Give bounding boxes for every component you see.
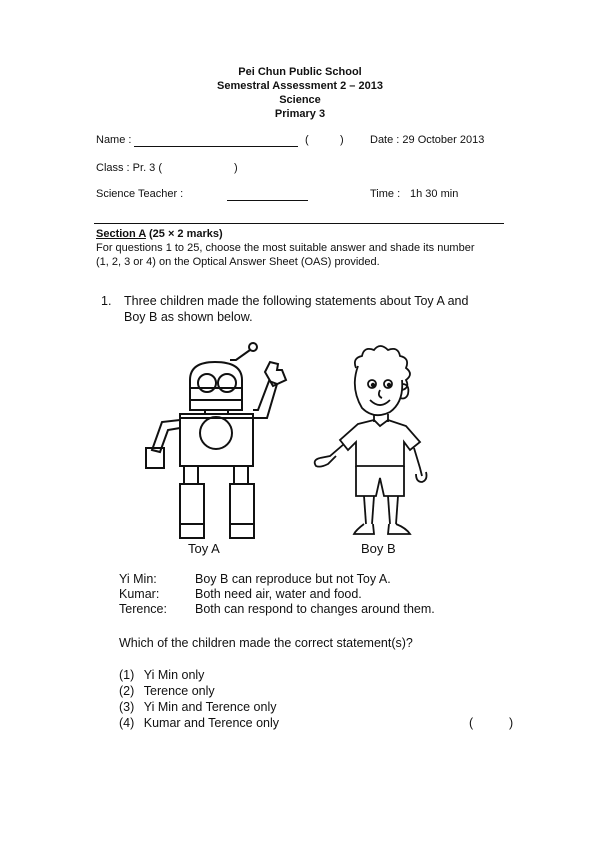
- date-text: Date : 29 October 2013: [370, 134, 485, 146]
- teacher-line[interactable]: [227, 200, 308, 201]
- option-number: (1): [119, 668, 135, 682]
- caption-toy-a: Toy A: [188, 541, 220, 556]
- statement-speaker-3: Terence:: [119, 602, 167, 616]
- time-label: Time :: [370, 188, 401, 200]
- name-label: Name :: [96, 134, 132, 146]
- toy-a-robot-illustration: [130, 338, 310, 548]
- teacher-label: Science Teacher :: [96, 188, 184, 200]
- statement-text-2: Both need air, water and food.: [195, 587, 362, 601]
- statement-text-3: Both can respond to changes around them.: [195, 602, 435, 616]
- answer-paren-close: ): [509, 716, 514, 730]
- option-4[interactable]: [119, 716, 279, 730]
- question-number: 1.: [101, 294, 112, 308]
- option-3[interactable]: [119, 700, 276, 714]
- index-paren-open: (: [305, 134, 309, 146]
- statement-speaker-1: Yi Min:: [119, 572, 157, 586]
- option-number: (2): [119, 684, 135, 698]
- level-title: Primary 3: [274, 108, 326, 120]
- answer-paren-open: (: [469, 716, 474, 730]
- class-paren-close: ): [234, 162, 238, 174]
- option-number: (4): [119, 716, 135, 730]
- option-text: Terence only: [143, 684, 215, 698]
- instruction-line2: (1, 2, 3 or 4) on the Optical Answer Sheet (OAS) provided.: [96, 256, 380, 268]
- boy-b-illustration: [310, 338, 440, 543]
- divider-line: [94, 223, 504, 224]
- section-heading: [96, 228, 223, 240]
- name-line[interactable]: [134, 146, 298, 147]
- option-text: Yi Min and Terence only: [143, 700, 277, 714]
- option-text: Kumar and Terence only: [143, 716, 280, 730]
- option-number: (3): [119, 700, 135, 714]
- option-1[interactable]: [119, 668, 204, 682]
- option-2[interactable]: [119, 684, 215, 698]
- statement-text-1: Boy B can reproduce but not Toy A.: [195, 572, 391, 586]
- class-label: Class : Pr. 3 (: [96, 162, 163, 174]
- index-paren-close: ): [340, 134, 344, 146]
- subject-title: Science: [279, 94, 321, 106]
- question-prompt: Which of the children made the correct statement(s)?: [119, 636, 413, 650]
- time-value: 1h 30 min: [410, 188, 459, 200]
- question-text-line2: Boy B as shown below.: [124, 310, 253, 324]
- section-title: Section A: [96, 228, 146, 240]
- statement-speaker-2: Kumar:: [119, 587, 160, 601]
- question-text-line1: Three children made the following statements about Toy A and: [124, 294, 469, 308]
- caption-boy-b: Boy B: [361, 541, 396, 556]
- school-name: Pei Chun Public School: [238, 66, 362, 78]
- option-text: Yi Min only: [143, 668, 205, 682]
- assessment-title: Semestral Assessment 2 – 2013: [217, 80, 383, 92]
- section-marks: (25 × 2 marks): [148, 228, 223, 240]
- instruction-line1: For questions 1 to 25, choose the most suitable answer and shade its number: [96, 242, 475, 254]
